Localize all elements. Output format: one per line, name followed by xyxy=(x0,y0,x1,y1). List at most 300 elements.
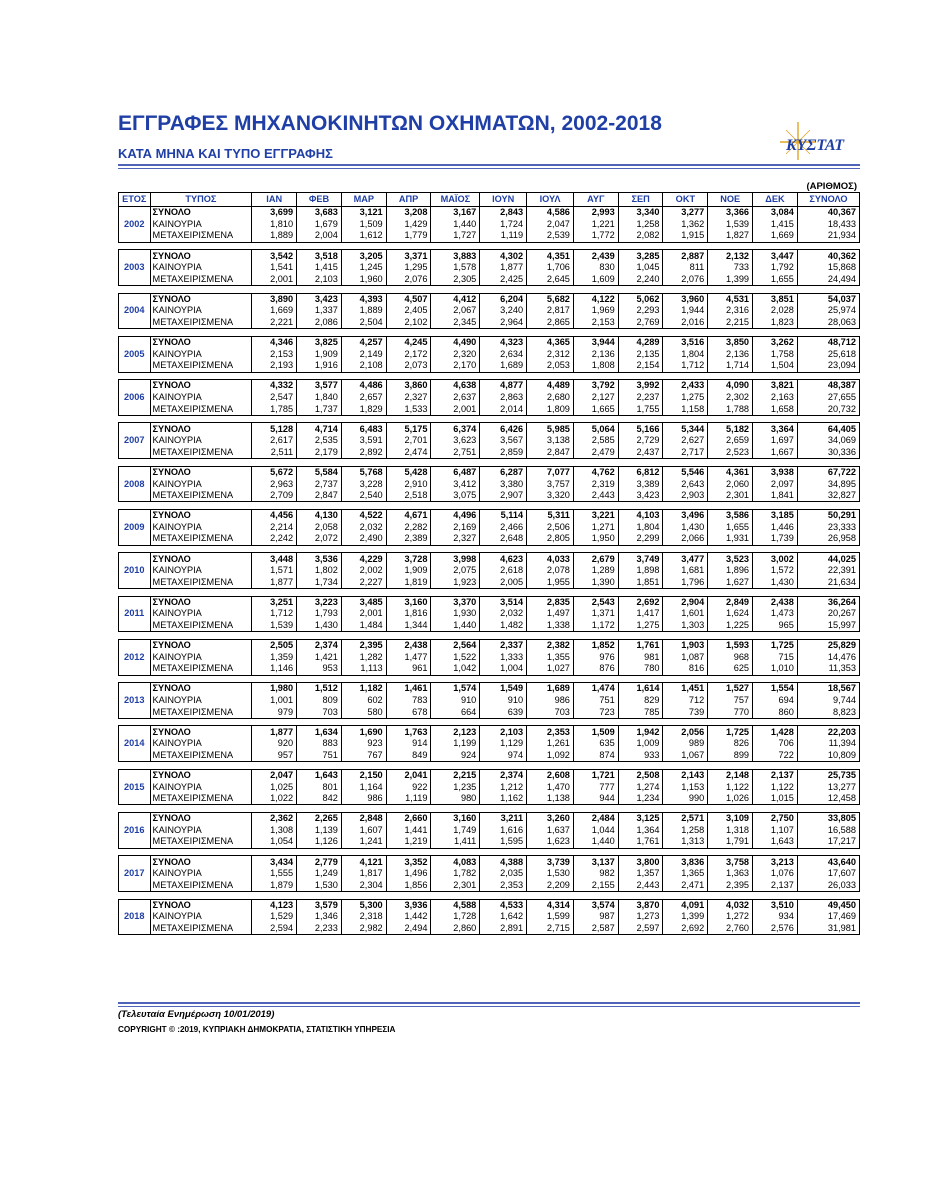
year-separator xyxy=(119,675,860,683)
value-cell: 767 xyxy=(341,750,386,762)
value-cell: 2,910 xyxy=(386,478,431,490)
value-cell: 4,033 xyxy=(527,553,574,565)
column-header: ΣΥΝΟΛΟ xyxy=(797,193,859,207)
value-cell: 1,725 xyxy=(708,726,753,738)
value-cell: 2,471 xyxy=(663,879,708,891)
total-cell: 17,217 xyxy=(797,836,859,848)
value-cell: 1,727 xyxy=(431,230,480,242)
value-cell: 1,909 xyxy=(386,565,431,577)
type-cell: ΣΥΝΟΛΟ xyxy=(150,726,252,738)
value-cell: 2,504 xyxy=(341,317,386,329)
value-cell: 3,860 xyxy=(386,380,431,392)
value-cell: 1,655 xyxy=(753,273,798,285)
value-cell: 1,474 xyxy=(573,683,618,695)
value-cell: 1,819 xyxy=(386,576,431,588)
type-cell: ΣΥΝΟΛΟ xyxy=(150,856,252,868)
value-cell: 2,242 xyxy=(252,533,297,545)
value-cell: 3,285 xyxy=(618,250,663,262)
value-cell: 3,851 xyxy=(753,293,798,305)
value-cell: 3,137 xyxy=(573,856,618,868)
table-row xyxy=(119,879,860,891)
value-cell: 1,076 xyxy=(753,868,798,880)
value-cell: 1,739 xyxy=(753,533,798,545)
value-cell: 4,456 xyxy=(252,509,297,521)
value-cell: 1,889 xyxy=(252,230,297,242)
value-cell: 2,053 xyxy=(527,360,574,372)
value-cell: 2,891 xyxy=(480,923,527,935)
value-cell: 664 xyxy=(431,706,480,718)
value-cell: 2,506 xyxy=(527,522,574,534)
value-cell: 1,442 xyxy=(386,911,431,923)
value-cell: 5,064 xyxy=(573,423,618,435)
value-cell: 1,689 xyxy=(480,360,527,372)
value-cell: 1,009 xyxy=(618,738,663,750)
type-cell: ΜΕΤΑΧΕΙΡΙΣΜΕΝΑ xyxy=(150,836,252,848)
value-cell: 3,890 xyxy=(252,293,297,305)
value-cell: 1,533 xyxy=(386,403,431,415)
value-cell: 6,426 xyxy=(480,423,527,435)
value-cell: 1,879 xyxy=(252,879,297,891)
value-cell: 1,504 xyxy=(753,360,798,372)
value-cell: 4,103 xyxy=(618,509,663,521)
value-cell: 625 xyxy=(708,663,753,675)
value-cell: 4,032 xyxy=(708,899,753,911)
value-cell: 2,345 xyxy=(431,317,480,329)
value-cell: 2,443 xyxy=(573,490,618,502)
value-cell: 6,487 xyxy=(431,466,480,478)
total-cell: 44,025 xyxy=(797,553,859,565)
value-cell: 2,132 xyxy=(708,250,753,262)
total-cell: 50,291 xyxy=(797,509,859,521)
value-cell: 1,158 xyxy=(663,403,708,415)
value-cell: 1,509 xyxy=(341,219,386,231)
value-cell: 1,841 xyxy=(753,490,798,502)
value-cell: 1,119 xyxy=(480,230,527,242)
value-cell: 1,823 xyxy=(753,317,798,329)
table-row xyxy=(119,447,860,459)
type-cell: ΚΑΙΝΟΥΡΙΑ xyxy=(150,651,252,663)
table-header-row xyxy=(119,193,860,207)
value-cell: 968 xyxy=(708,651,753,663)
value-cell: 4,877 xyxy=(480,380,527,392)
total-cell: 11,353 xyxy=(797,663,859,675)
value-cell: 980 xyxy=(431,793,480,805)
table-row xyxy=(119,336,860,348)
value-cell: 3,579 xyxy=(297,899,342,911)
value-cell: 3,758 xyxy=(708,856,753,868)
value-cell: 4,091 xyxy=(663,899,708,911)
value-cell: 1,607 xyxy=(341,825,386,837)
value-cell: 1,015 xyxy=(753,793,798,805)
svg-text:ΚΥΣΤΑΤ: ΚΥΣΤΑΤ xyxy=(786,137,844,154)
table-row xyxy=(119,663,860,675)
value-cell: 2,659 xyxy=(708,435,753,447)
table-row xyxy=(119,490,860,502)
value-cell: 4,623 xyxy=(480,553,527,565)
value-cell: 2,443 xyxy=(618,879,663,891)
value-cell: 2,150 xyxy=(341,769,386,781)
value-cell: 5,985 xyxy=(527,423,574,435)
footer-rule xyxy=(118,1002,860,1004)
value-cell: 5,114 xyxy=(480,509,527,521)
value-cell: 860 xyxy=(753,706,798,718)
value-cell: 1,903 xyxy=(663,639,708,651)
total-cell: 48,387 xyxy=(797,380,859,392)
value-cell: 639 xyxy=(480,706,527,718)
value-cell: 1,129 xyxy=(480,738,527,750)
value-cell: 1,578 xyxy=(431,262,480,274)
value-cell: 1,219 xyxy=(386,836,431,848)
year-cell: 2015 xyxy=(119,769,151,805)
value-cell: 3,160 xyxy=(386,596,431,608)
value-cell: 957 xyxy=(252,750,297,762)
type-cell: ΣΥΝΟΛΟ xyxy=(150,250,252,262)
value-cell: 6,204 xyxy=(480,293,527,305)
value-cell: 1,804 xyxy=(618,522,663,534)
type-cell: ΚΑΙΝΟΥΡΙΑ xyxy=(150,781,252,793)
year-cell: 2003 xyxy=(119,250,151,286)
column-header: ΜΑΪΟΣ xyxy=(431,193,480,207)
value-cell: 3,749 xyxy=(618,553,663,565)
value-cell: 2,227 xyxy=(341,576,386,588)
value-cell: 2,505 xyxy=(252,639,297,651)
value-cell: 1,249 xyxy=(297,868,342,880)
year-separator xyxy=(119,329,860,337)
value-cell: 2,963 xyxy=(252,478,297,490)
type-cell: ΣΥΝΟΛΟ xyxy=(150,769,252,781)
type-cell: ΣΥΝΟΛΟ xyxy=(150,380,252,392)
value-cell: 2,028 xyxy=(753,305,798,317)
value-cell: 2,312 xyxy=(527,348,574,360)
type-cell: ΣΥΝΟΛΟ xyxy=(150,683,252,695)
total-cell: 24,494 xyxy=(797,273,859,285)
value-cell: 2,135 xyxy=(618,348,663,360)
value-cell: 1,164 xyxy=(341,781,386,793)
value-cell: 1,245 xyxy=(341,262,386,274)
value-cell: 1,365 xyxy=(663,868,708,880)
value-cell: 1,785 xyxy=(252,403,297,415)
value-cell: 722 xyxy=(753,750,798,762)
value-cell: 1,793 xyxy=(297,608,342,620)
value-cell: 3,423 xyxy=(297,293,342,305)
value-cell: 2,155 xyxy=(573,879,618,891)
value-cell: 3,370 xyxy=(431,596,480,608)
value-cell: 1,212 xyxy=(480,781,527,793)
value-cell: 3,739 xyxy=(527,856,574,868)
value-cell: 1,643 xyxy=(297,769,342,781)
type-cell: ΚΑΙΝΟΥΡΙΑ xyxy=(150,392,252,404)
value-cell: 2,086 xyxy=(297,317,342,329)
value-cell: 1,364 xyxy=(618,825,663,837)
value-cell: 1,530 xyxy=(297,879,342,891)
value-cell: 2,389 xyxy=(386,533,431,545)
type-cell: ΜΕΤΑΧΕΙΡΙΣΜΕΝΑ xyxy=(150,317,252,329)
value-cell: 1,667 xyxy=(753,447,798,459)
year-cell: 2011 xyxy=(119,596,151,632)
type-cell: ΜΕΤΑΧΕΙΡΙΣΜΕΝΑ xyxy=(150,490,252,502)
value-cell: 2,193 xyxy=(252,360,297,372)
value-cell: 1,313 xyxy=(663,836,708,848)
value-cell: 3,251 xyxy=(252,596,297,608)
value-cell: 2,817 xyxy=(527,305,574,317)
value-cell: 2,848 xyxy=(341,812,386,824)
type-cell: ΜΕΤΑΧΕΙΡΙΣΜΕΝΑ xyxy=(150,923,252,935)
value-cell: 1,792 xyxy=(753,262,798,274)
year-separator xyxy=(119,632,860,640)
value-cell: 1,643 xyxy=(753,836,798,848)
value-cell: 2,680 xyxy=(527,392,574,404)
value-cell: 3,591 xyxy=(341,435,386,447)
value-cell: 4,121 xyxy=(341,856,386,868)
value-cell: 1,728 xyxy=(431,911,480,923)
table-row xyxy=(119,403,860,415)
value-cell: 2,637 xyxy=(431,392,480,404)
value-cell: 3,514 xyxy=(480,596,527,608)
value-cell: 1,275 xyxy=(663,392,708,404)
year-separator xyxy=(119,762,860,770)
value-cell: 2,108 xyxy=(341,360,386,372)
value-cell: 2,737 xyxy=(297,478,342,490)
value-cell: 1,816 xyxy=(386,608,431,620)
value-cell: 2,438 xyxy=(753,596,798,608)
type-cell: ΜΕΤΑΧΕΙΡΙΣΜΕΝΑ xyxy=(150,620,252,632)
total-cell: 34,069 xyxy=(797,435,859,447)
type-cell: ΜΕΤΑΧΕΙΡΙΣΜΕΝΑ xyxy=(150,273,252,285)
year-cell: 2007 xyxy=(119,423,151,459)
value-cell: 2,543 xyxy=(573,596,618,608)
value-cell: 2,585 xyxy=(573,435,618,447)
table-row xyxy=(119,522,860,534)
value-cell: 801 xyxy=(297,781,342,793)
value-cell: 2,564 xyxy=(431,639,480,651)
value-cell: 1,172 xyxy=(573,620,618,632)
value-cell: 2,066 xyxy=(663,533,708,545)
value-cell: 2,594 xyxy=(252,923,297,935)
value-cell: 3,121 xyxy=(341,207,386,219)
year-cell: 2014 xyxy=(119,726,151,762)
table-body xyxy=(119,207,860,935)
value-cell: 1,338 xyxy=(527,620,574,632)
header-rule xyxy=(118,164,860,166)
table-row xyxy=(119,608,860,620)
table-row xyxy=(119,812,860,824)
type-cell: ΜΕΤΑΧΕΙΡΙΣΜΕΝΑ xyxy=(150,576,252,588)
value-cell: 1,355 xyxy=(527,651,574,663)
value-cell: 1,642 xyxy=(480,911,527,923)
value-cell: 2,490 xyxy=(341,533,386,545)
value-cell: 4,289 xyxy=(618,336,663,348)
value-cell: 1,634 xyxy=(297,726,342,738)
value-cell: 809 xyxy=(297,695,342,707)
value-cell: 3,998 xyxy=(431,553,480,565)
value-cell: 1,258 xyxy=(663,825,708,837)
value-cell: 3,836 xyxy=(663,856,708,868)
value-cell: 2,750 xyxy=(753,812,798,824)
value-cell: 4,123 xyxy=(252,899,297,911)
value-cell: 3,792 xyxy=(573,380,618,392)
value-cell: 3,523 xyxy=(708,553,753,565)
column-header: ΜΑΡ xyxy=(341,193,386,207)
value-cell: 4,490 xyxy=(431,336,480,348)
value-cell: 706 xyxy=(753,738,798,750)
total-cell: 34,895 xyxy=(797,478,859,490)
value-cell: 4,522 xyxy=(341,509,386,521)
value-cell: 1,755 xyxy=(618,403,663,415)
value-cell: 874 xyxy=(573,750,618,762)
total-cell: 22,203 xyxy=(797,726,859,738)
total-cell: 25,974 xyxy=(797,305,859,317)
value-cell: 2,282 xyxy=(386,522,431,534)
value-cell: 1,054 xyxy=(252,836,297,848)
value-cell: 1,898 xyxy=(618,565,663,577)
value-cell: 976 xyxy=(573,651,618,663)
value-cell: 3,567 xyxy=(480,435,527,447)
value-cell: 2,494 xyxy=(386,923,431,935)
value-cell: 3,340 xyxy=(618,207,663,219)
value-cell: 1,681 xyxy=(663,565,708,577)
value-cell: 2,056 xyxy=(663,726,708,738)
value-cell: 703 xyxy=(527,706,574,718)
value-cell: 1,417 xyxy=(618,608,663,620)
table-row xyxy=(119,706,860,718)
table-row xyxy=(119,825,860,837)
value-cell: 3,240 xyxy=(480,305,527,317)
table-row xyxy=(119,250,860,262)
value-cell: 1,004 xyxy=(480,663,527,675)
table-row xyxy=(119,793,860,805)
table-row xyxy=(119,738,860,750)
value-cell: 2,479 xyxy=(573,447,618,459)
value-cell: 2,047 xyxy=(252,769,297,781)
value-cell: 1,915 xyxy=(663,230,708,242)
column-header: ΙΑΝ xyxy=(252,193,297,207)
value-cell: 2,576 xyxy=(753,923,798,935)
value-cell: 2,240 xyxy=(618,273,663,285)
value-cell: 2,016 xyxy=(663,317,708,329)
value-cell: 2,001 xyxy=(341,608,386,620)
total-cell: 21,934 xyxy=(797,230,859,242)
type-cell: ΚΑΙΝΟΥΡΙΑ xyxy=(150,348,252,360)
value-cell: 910 xyxy=(480,695,527,707)
value-cell: 1,761 xyxy=(618,836,663,848)
value-cell: 1,840 xyxy=(297,392,342,404)
value-cell: 3,412 xyxy=(431,478,480,490)
value-cell: 1,295 xyxy=(386,262,431,274)
value-cell: 4,531 xyxy=(708,293,753,305)
value-cell: 4,332 xyxy=(252,380,297,392)
value-cell: 1,554 xyxy=(753,683,798,695)
total-cell: 22,391 xyxy=(797,565,859,577)
value-cell: 2,717 xyxy=(663,447,708,459)
value-cell: 1,446 xyxy=(753,522,798,534)
value-cell: 694 xyxy=(753,695,798,707)
value-cell: 6,483 xyxy=(341,423,386,435)
value-cell: 723 xyxy=(573,706,618,718)
value-cell: 1,241 xyxy=(341,836,386,848)
type-cell: ΚΑΙΝΟΥΡΙΑ xyxy=(150,911,252,923)
value-cell: 4,393 xyxy=(341,293,386,305)
year-cell: 2005 xyxy=(119,336,151,372)
value-cell: 1,045 xyxy=(618,262,663,274)
value-cell: 2,127 xyxy=(573,392,618,404)
value-cell: 715 xyxy=(753,651,798,663)
value-cell: 1,829 xyxy=(341,403,386,415)
value-cell: 3,518 xyxy=(297,250,342,262)
value-cell: 1,809 xyxy=(527,403,574,415)
total-cell: 26,958 xyxy=(797,533,859,545)
value-cell: 2,060 xyxy=(708,478,753,490)
value-cell: 876 xyxy=(573,663,618,675)
type-cell: ΣΥΝΟΛΟ xyxy=(150,466,252,478)
value-cell: 3,448 xyxy=(252,553,297,565)
table-row xyxy=(119,750,860,762)
value-cell: 2,170 xyxy=(431,360,480,372)
value-cell: 2,304 xyxy=(341,879,386,891)
value-cell: 3,380 xyxy=(480,478,527,490)
total-cell: 43,640 xyxy=(797,856,859,868)
year-cell: 2006 xyxy=(119,380,151,416)
value-cell: 2,149 xyxy=(341,348,386,360)
value-cell: 1,599 xyxy=(527,911,574,923)
column-header: ΙΟΥΛ xyxy=(527,193,574,207)
value-cell: 1,944 xyxy=(663,305,708,317)
cystat-logo xyxy=(778,120,858,162)
value-cell: 1,595 xyxy=(480,836,527,848)
value-cell: 2,425 xyxy=(480,273,527,285)
value-cell: 1,482 xyxy=(480,620,527,632)
value-cell: 826 xyxy=(708,738,753,750)
value-cell: 2,005 xyxy=(480,576,527,588)
year-separator xyxy=(119,459,860,467)
value-cell: 5,300 xyxy=(341,899,386,911)
total-cell: 40,367 xyxy=(797,207,859,219)
type-cell: ΚΑΙΝΟΥΡΙΑ xyxy=(150,565,252,577)
value-cell: 4,671 xyxy=(386,509,431,521)
value-cell: 3,821 xyxy=(753,380,798,392)
value-cell: 2,047 xyxy=(527,219,574,231)
total-cell: 25,829 xyxy=(797,639,859,651)
table-row xyxy=(119,293,860,305)
value-cell: 2,835 xyxy=(527,596,574,608)
value-cell: 1,199 xyxy=(431,738,480,750)
value-cell: 2,103 xyxy=(480,726,527,738)
value-cell: 4,346 xyxy=(252,336,297,348)
value-cell: 1,761 xyxy=(618,639,663,651)
value-cell: 5,546 xyxy=(663,466,708,478)
table-row xyxy=(119,923,860,935)
value-cell: 4,388 xyxy=(480,856,527,868)
value-cell: 1,856 xyxy=(386,879,431,891)
table-row xyxy=(119,868,860,880)
value-cell: 3,208 xyxy=(386,207,431,219)
type-cell: ΜΕΤΑΧΕΙΡΙΣΜΕΝΑ xyxy=(150,663,252,675)
type-cell: ΚΑΙΝΟΥΡΙΑ xyxy=(150,262,252,274)
value-cell: 1,737 xyxy=(297,403,342,415)
value-cell: 1,371 xyxy=(573,608,618,620)
value-cell: 2,001 xyxy=(431,403,480,415)
value-cell: 2,843 xyxy=(480,207,527,219)
value-cell: 1,969 xyxy=(573,305,618,317)
year-separator xyxy=(119,589,860,597)
value-cell: 1,421 xyxy=(297,651,342,663)
value-cell: 1,851 xyxy=(618,576,663,588)
value-cell: 2,035 xyxy=(480,868,527,880)
value-cell: 2,395 xyxy=(708,879,753,891)
value-cell: 1,612 xyxy=(341,230,386,242)
value-cell: 2,233 xyxy=(297,923,342,935)
value-cell: 3,167 xyxy=(431,207,480,219)
year-separator xyxy=(119,545,860,553)
